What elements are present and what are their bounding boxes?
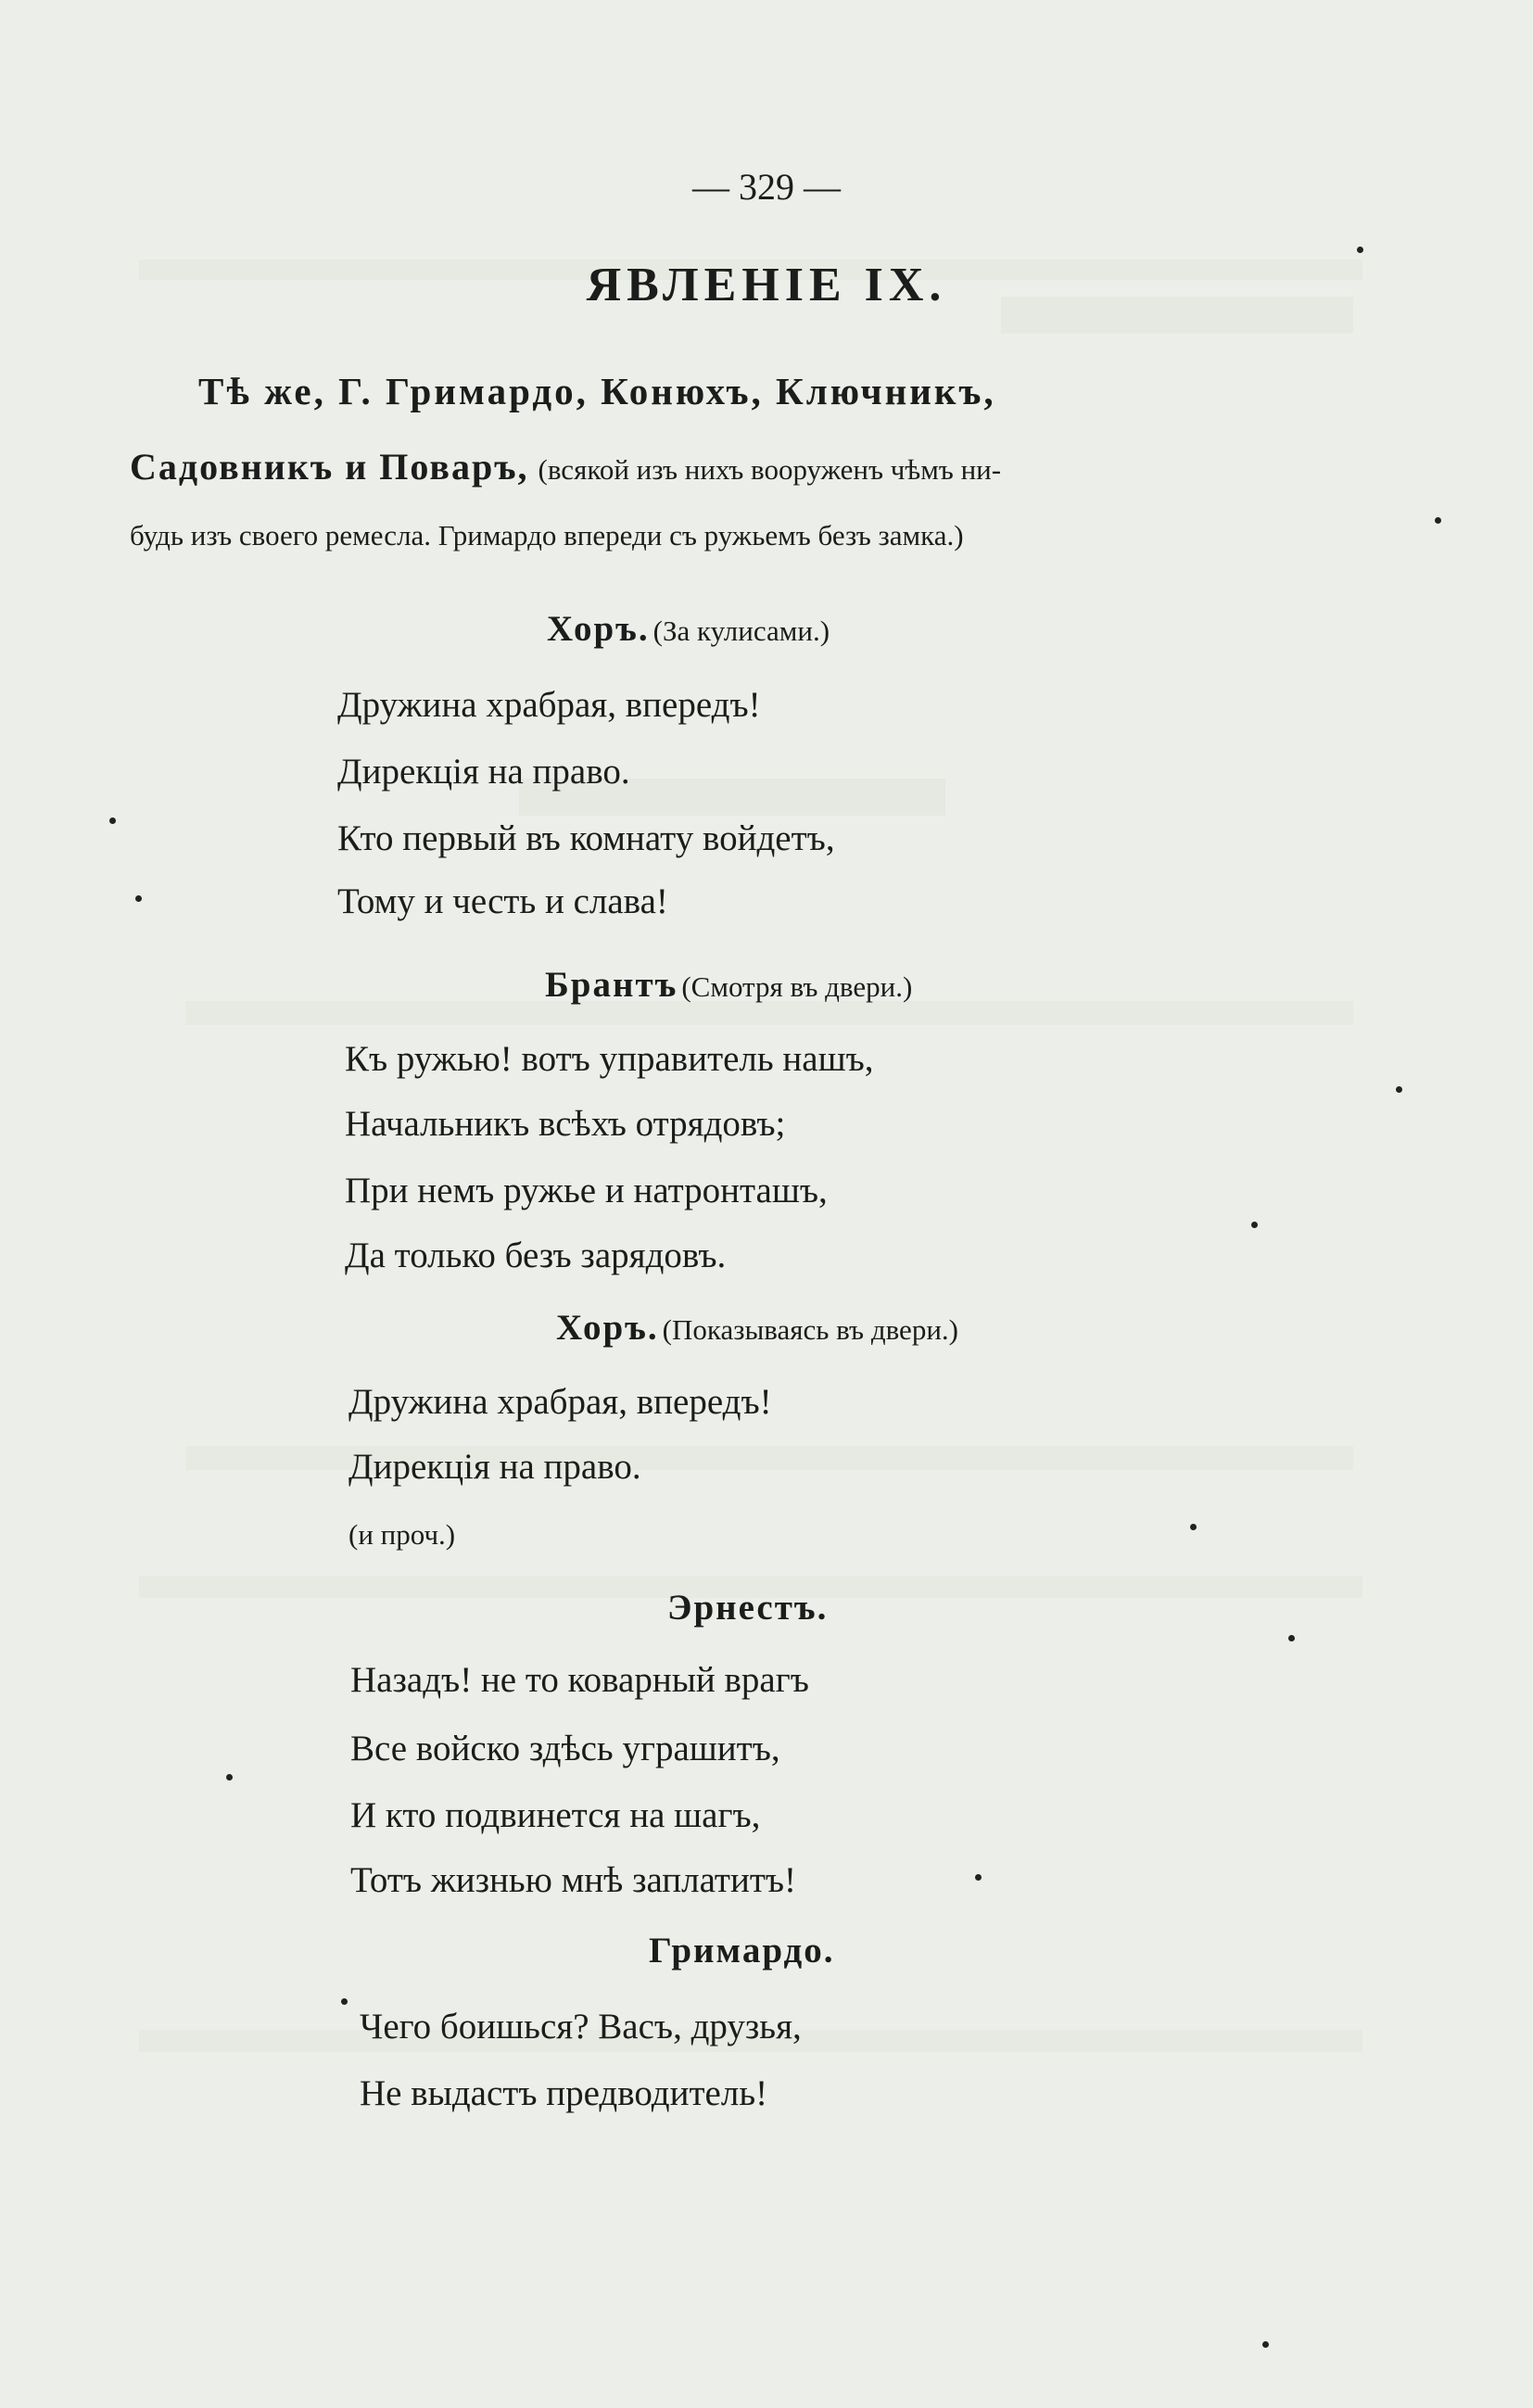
ink-speck: [1435, 517, 1441, 524]
stage-direction: (Показываясь въ двери.): [662, 1313, 958, 1346]
ink-speck: [1288, 1635, 1295, 1641]
stage-direction: (и проч.): [348, 1518, 456, 1551]
verse-line: При немъ ружье и натронташъ,: [345, 1171, 828, 1210]
scene-title: ЯВЛЕНІЕ IX.: [586, 259, 947, 311]
verse-line: Дирекція на право.: [348, 1447, 641, 1487]
ink-speck: [975, 1874, 982, 1881]
ink-speck: [341, 1998, 348, 2005]
speaker-heading: [667, 1587, 828, 1629]
verse-line: И кто подвинется на шагъ,: [350, 1795, 761, 1835]
speaker-heading: [545, 964, 912, 1006]
verse-line: Тотъ жизнью мнѣ заплатитъ!: [350, 1860, 797, 1900]
ink-speck: [109, 817, 116, 824]
verse-line: Все войско здѣсь уграшитъ,: [350, 1729, 780, 1768]
verse-line: Чего боишься? Васъ, друзья,: [360, 2007, 802, 2047]
verse-line: Начальникъ всѣхъ отрядовъ;: [345, 1104, 786, 1144]
verse-line: Къ ружью! вотъ управитель нашъ,: [345, 1039, 874, 1079]
page-number: — 329 —: [692, 166, 841, 208]
cast-line-1: Тѣ же, Г. Гримардо, Конюхъ, Ключникъ,: [198, 370, 996, 412]
ink-speck: [1262, 2341, 1269, 2348]
verse-line: Тому и честь и слава!: [337, 881, 668, 921]
speaker-heading: [547, 608, 830, 650]
ink-speck: [135, 895, 142, 902]
ink-speck: [1396, 1086, 1402, 1093]
stage-direction: (Смотря въ двери.): [681, 970, 913, 1003]
ink-speck: [226, 1774, 233, 1781]
speaker-name: Брантъ: [545, 965, 678, 1005]
verse-line: Да только безъ зарядовъ.: [345, 1236, 727, 1275]
cast-line-2: [130, 445, 1001, 488]
speaker-name: Эрнестъ.: [667, 1588, 829, 1628]
verse-line: Дружина храбрая, впередъ!: [348, 1382, 772, 1422]
speaker-name: Хоръ.: [547, 609, 650, 649]
ink-speck: [1357, 247, 1363, 253]
speaker-name: Хоръ.: [556, 1308, 659, 1348]
ink-speck: [1190, 1524, 1197, 1530]
speaker-name: Гримардо.: [649, 1931, 835, 1971]
verse-line: Дружина храбрая, впередъ!: [337, 685, 761, 725]
speaker-heading: [649, 1930, 834, 1971]
cast-names: Садовникъ и Поваръ,: [130, 446, 529, 488]
verse-line: Дирекція на право.: [337, 752, 630, 792]
verse-line: Кто первый въ комнату войдетъ,: [337, 818, 835, 858]
stage-direction: (За кулисами.): [652, 615, 830, 647]
cast-line-3: будь изъ своего ремесла. Гримардо впереди съ ружьемъ безъ замка.): [130, 519, 964, 551]
ink-speck: [1251, 1222, 1258, 1228]
speaker-heading: [556, 1307, 958, 1349]
cast-stage-note: (всякой изъ нихъ вооруженъ чѣмъ ни-: [538, 453, 1002, 486]
verse-line: Не выдастъ предводитель!: [360, 2073, 768, 2113]
verse-line: Назадъ! не то коварный врагъ: [350, 1660, 809, 1700]
